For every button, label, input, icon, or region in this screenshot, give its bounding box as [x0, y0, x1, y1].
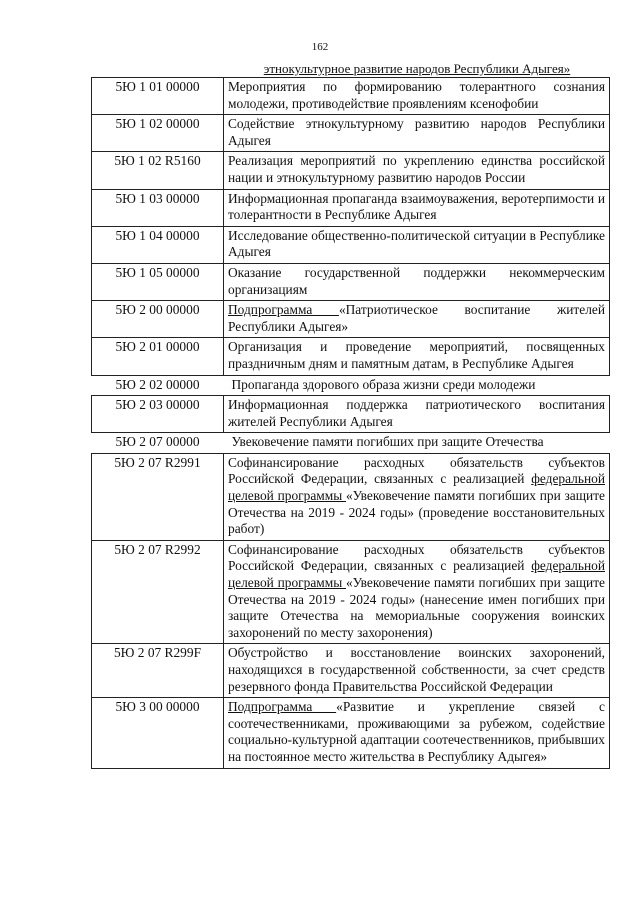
row-code: 5Ю 2 00 00000: [92, 301, 224, 338]
table-row: [92, 115, 610, 152]
row-description: [224, 301, 610, 338]
federal-program-label: федеральной целевой программы: [228, 471, 605, 504]
subprogram-label: Подпрограмма: [228, 302, 339, 318]
row-description-prefix: Софинансирование расходных обязательств субъектов Российской Федерации, связанных с реализацией: [228, 541, 605, 574]
row-description-text: «Увековечение памяти погибших при защите Отечества на 2019 - 2024 годы» (нанесение имен погибших при защите Отечества на мемориальные сооружения воинских захоронений по месту захоронения): [228, 575, 605, 640]
row-code: 5Ю 2 07 00000: [92, 433, 224, 454]
table-row: [92, 263, 610, 300]
table-row: [92, 453, 610, 540]
row-description: Организация и проведение мероприятий, посвященных праздничным дням и памятным датам, в Республике Адыгея: [224, 338, 610, 375]
row-description: Информационная пропаганда взаимоуважения, веротерпимости и толерантности в Республике Адыгея: [224, 189, 610, 226]
row-description: Пропаганда здорового образа жизни среди молодежи: [224, 375, 610, 396]
row-description: [224, 453, 610, 540]
row-code: 5Ю 1 01 00000: [92, 78, 224, 115]
table-row: [92, 540, 610, 644]
row-description: Информационная поддержка патриотического воспитания жителей Республики Адыгея: [224, 396, 610, 433]
table-row: [92, 396, 610, 433]
row-code: 5Ю 2 02 00000: [92, 375, 224, 396]
table-row: [92, 189, 610, 226]
table-row: [92, 152, 610, 189]
row-code: 5Ю 3 00 00000: [92, 698, 224, 768]
row-code: 5Ю 2 03 00000: [92, 396, 224, 433]
table-row: [92, 78, 610, 115]
row-code: 5Ю 1 02 R5160: [92, 152, 224, 189]
table-row: [92, 644, 610, 698]
page-number: 162: [311, 41, 329, 53]
row-description: Обустройство и восстановление воинских захоронений, находящихся в государственной собственности, за счет средств резервного фонда Правительства Российской Федерации: [224, 644, 610, 698]
row-code: 5Ю 1 05 00000: [92, 263, 224, 300]
row-description-text: «Развитие и укрепление связей с соотечественниками, проживающими за рубежом, содействие социально-культурной адаптации соотечественников, прибывших на постоянное место жительства в Республику Адыгея»: [228, 699, 605, 764]
table-row: [92, 226, 610, 263]
continued-text: этнокультурное развитие народов Республики Адыгея»: [263, 61, 571, 76]
row-code: 5Ю 2 07 R2992: [92, 540, 224, 644]
row-code: 5Ю 2 07 R2991: [92, 453, 224, 540]
table-row: [92, 375, 610, 396]
row-code: 5Ю 2 01 00000: [92, 338, 224, 375]
row-description: Мероприятия по формированию толерантного сознания молодежи, противодействие проявлениям ксенофобии: [224, 78, 610, 115]
table-row: [92, 301, 610, 338]
table-row: [92, 433, 610, 454]
row-description: Реализация мероприятий по укреплению единства российской нации и этнокультурному развитию народов России: [224, 152, 610, 189]
row-description: Увековечение памяти погибших при защите Отечества: [224, 433, 610, 454]
row-description: [224, 698, 610, 768]
row-description-text: «Увековечение памяти погибших при защите Отечества на 2019 - 2024 годы» (проведение восстановительных работ): [228, 488, 605, 537]
table-row: [92, 338, 610, 375]
row-code: 5Ю 1 02 00000: [92, 115, 224, 152]
row-description: Содействие этнокультурному развитию народов Республики Адыгея: [224, 115, 610, 152]
federal-program-label: федеральной целевой программы: [228, 558, 605, 591]
subprogram-label: Подпрограмма: [228, 699, 337, 715]
row-description-text: «Патриотическое воспитание жителей Республики Адыгея»: [228, 302, 605, 334]
row-description: Оказание государственной поддержки некоммерческим организациям: [224, 263, 610, 300]
row-code: 5Ю 2 07 R299F: [92, 644, 224, 698]
table-row: [92, 698, 610, 768]
row-code: 5Ю 1 04 00000: [92, 226, 224, 263]
row-code: 5Ю 1 03 00000: [92, 189, 224, 226]
row-description: Исследование общественно-политической ситуации в Республике Адыгея: [224, 226, 610, 263]
row-description: [224, 540, 610, 644]
budget-codes-table: [91, 77, 610, 769]
row-description-prefix: Софинансирование расходных обязательств субъектов Российской Федерации, связанных с реализацией: [228, 454, 605, 487]
